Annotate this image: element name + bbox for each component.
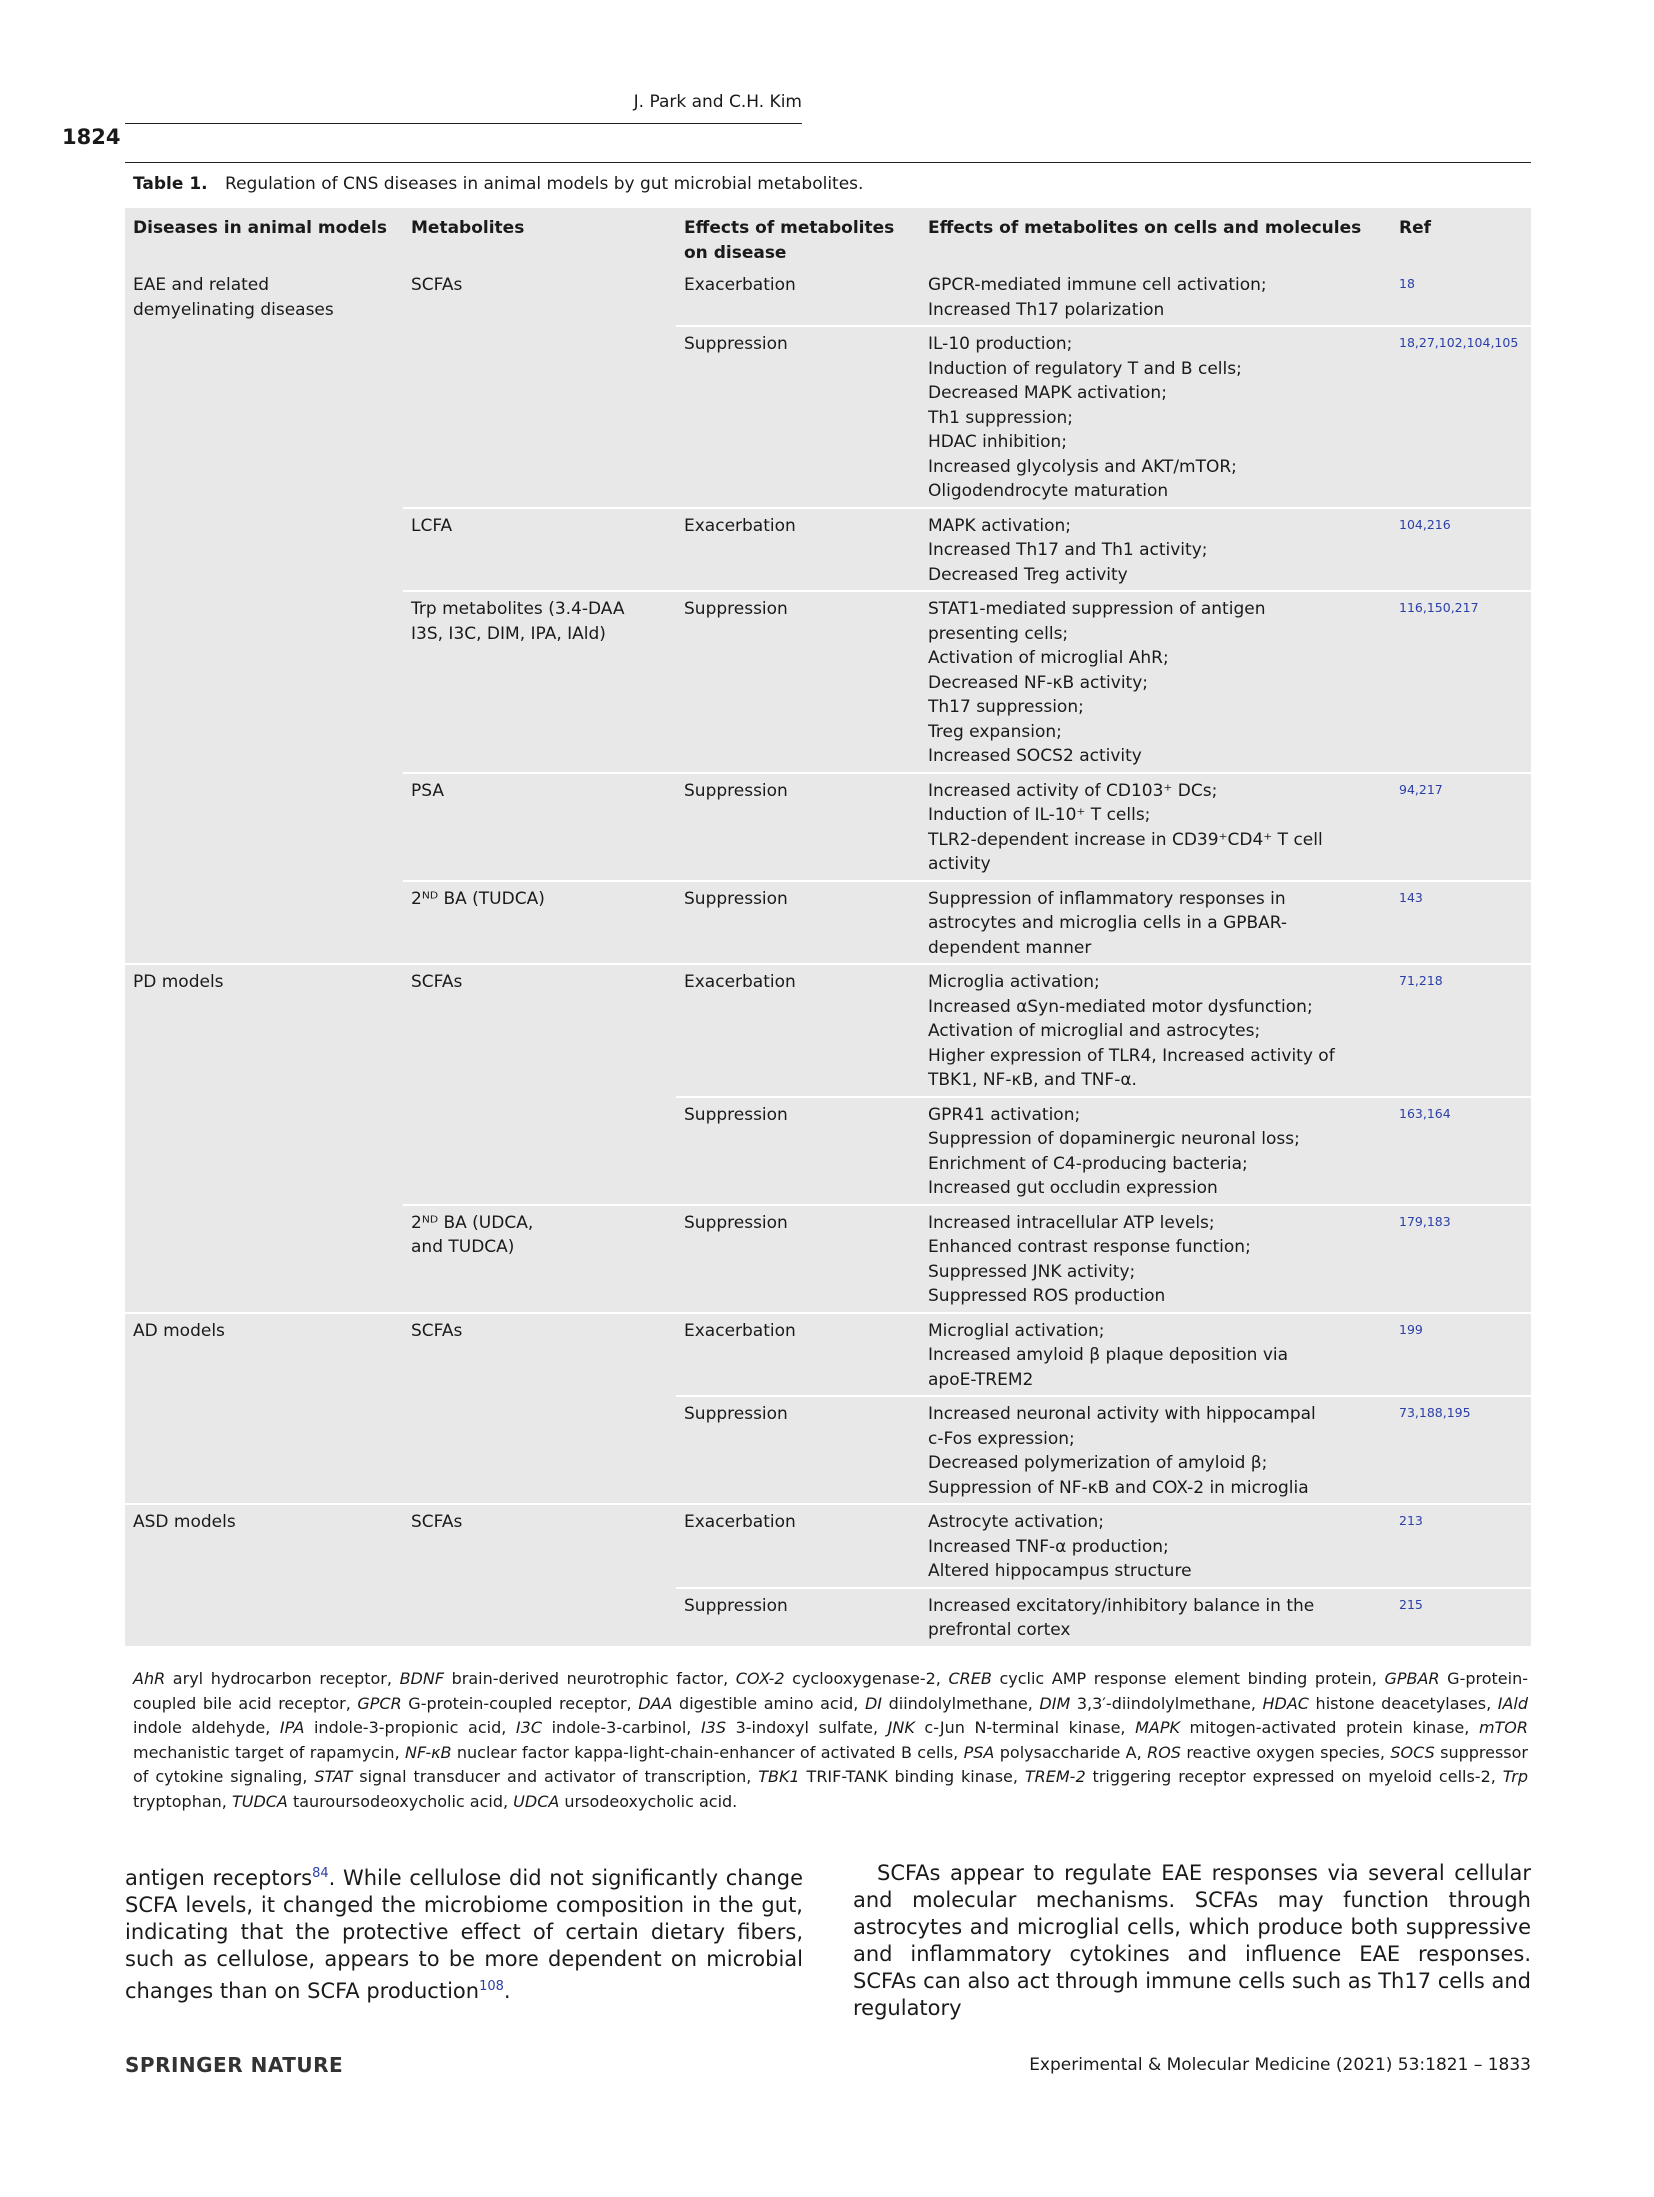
effect-cell: Suppression bbox=[676, 591, 920, 773]
table-caption bbox=[133, 174, 863, 194]
column-header: Diseases in animal models bbox=[133, 218, 387, 238]
body-text: . bbox=[503, 1979, 511, 2003]
abbreviation-definition: indole aldehyde, bbox=[133, 1718, 280, 1737]
abbreviation-definition: brain-derived neurotrophic factor, bbox=[444, 1669, 736, 1688]
metabolite-cell: SCFAs bbox=[403, 1504, 676, 1646]
effect-cell: Suppression bbox=[676, 326, 920, 508]
abbreviation-definition: tauroursodeoxycholic acid, bbox=[287, 1791, 514, 1811]
metabolite-cell: SCFAs bbox=[411, 275, 463, 295]
ref-link[interactable]: 199 bbox=[1391, 1313, 1531, 1397]
ref-link[interactable]: 215 bbox=[1391, 1588, 1531, 1646]
abbreviation-term: I3S bbox=[700, 1718, 726, 1737]
detail-cell: GPR41 activation; Suppression of dopaminergic neuronal loss; Enrichment of C4-producing bacteria; Increased gut occludin expression bbox=[920, 1097, 1391, 1205]
metabolite-cell: SCFAs bbox=[403, 1313, 676, 1505]
detail-cell: Microglia activation; Increased αSyn-mediated motor dysfunction; Activation of microglial and astrocytes; Higher expression of TLR4, Increased activity of TBK1, NF-κB, and TNF-α. bbox=[920, 964, 1391, 1097]
abbreviation-definition: G-protein-coupled receptor, bbox=[401, 1693, 639, 1713]
abbreviation-definition: signal transducer and activator of transcription, bbox=[352, 1767, 759, 1786]
disease-cell: PD models bbox=[125, 964, 403, 1313]
abbreviation-definition: c-Jun N-terminal kinase, bbox=[914, 1718, 1136, 1737]
publisher-logo: SPRINGER NATURE bbox=[125, 2053, 344, 2077]
disease-cell: ASD models bbox=[125, 1504, 403, 1646]
metabolite-cell: LCFA bbox=[403, 508, 676, 592]
journal-citation: Experimental & Molecular Medicine (2021) 53:1821 – 1833 bbox=[1029, 2055, 1531, 2075]
abbreviation-definition: 3-indoxyl sulfate, bbox=[726, 1718, 888, 1737]
detail-cell: GPCR-mediated immune cell activation; Increased Th17 polarization bbox=[928, 275, 1267, 320]
abbreviation-term: ROS bbox=[1147, 1742, 1181, 1762]
column-header: Metabolites bbox=[411, 218, 525, 238]
detail-cell: Astrocyte activation; Increased TNF-α production; Altered hippocampus structure bbox=[920, 1504, 1391, 1588]
body-text-left-column bbox=[125, 1860, 803, 2005]
abbreviation-term: STAT bbox=[314, 1767, 353, 1786]
table-header-row bbox=[125, 208, 1531, 268]
detail-cell: Increased activity of CD103⁺ DCs; Induction of IL-10⁺ T cells; TLR2-dependent increase in CD39⁺CD4⁺ T cell activity bbox=[920, 773, 1391, 881]
abbreviation-term: AhR bbox=[133, 1669, 166, 1688]
abbreviation-definition: indole-3-propionic acid, bbox=[304, 1718, 516, 1737]
detail-cell: IL-10 production; Induction of regulatory T and B cells; Decreased MAPK activation; Th1 suppression; HDAC inhibition; Increased glycolysis and AKT/mTOR; Oligodendrocyte maturation bbox=[920, 326, 1391, 508]
abbreviation-term: UDCA bbox=[513, 1791, 560, 1811]
abbreviation-definition: mitogen-activated protein kinase, bbox=[1179, 1718, 1479, 1737]
ref-link[interactable]: 163,164 bbox=[1391, 1097, 1531, 1205]
abbreviation-definition: cyclic AMP response element binding protein, bbox=[991, 1669, 1385, 1688]
abbreviation-definition: 3,3′-diindolylmethane, bbox=[1070, 1693, 1263, 1713]
abbreviation-term: DIM bbox=[1039, 1693, 1071, 1713]
abbreviation-definition: nuclear factor kappa-light-chain-enhancer of activated B cells, bbox=[451, 1742, 964, 1762]
detail-cell: MAPK activation; Increased Th17 and Th1 activity; Decreased Treg activity bbox=[920, 508, 1391, 592]
body-text: . While cellulose did not significantly change SCFA levels, it changed the microbiome composition in the gut, indicating that the protective effect of certain dietary fibers, such as cellulose, appears to be more dependent on microbial changes than on SCFA production bbox=[125, 1866, 804, 2003]
ref-link[interactable]: 18,27,102,104,105 bbox=[1391, 326, 1531, 508]
abbreviation-definition: suppressor of cytokine signaling, bbox=[133, 1742, 1529, 1786]
abbreviation-definition: digestible amino acid, bbox=[672, 1693, 865, 1713]
disease-cell: AD models bbox=[125, 1313, 403, 1505]
table-label: Table 1. bbox=[133, 174, 208, 194]
table-caption-text: Regulation of CNS diseases in animal models by gut microbial metabolites. bbox=[225, 174, 864, 194]
ref-link[interactable]: 18 bbox=[1399, 276, 1415, 291]
table-row bbox=[125, 1313, 1531, 1397]
ref-link[interactable]: 116,150,217 bbox=[1391, 591, 1531, 773]
ref-link[interactable]: 213 bbox=[1391, 1504, 1531, 1588]
ref-link[interactable]: 94,217 bbox=[1391, 773, 1531, 881]
abbreviation-term: GPCR bbox=[357, 1693, 402, 1713]
column-header: Effects of metabolites on disease bbox=[684, 218, 895, 263]
abbreviation-term: BDNF bbox=[399, 1669, 445, 1688]
abbreviation-term: CREB bbox=[948, 1669, 992, 1688]
ref-link[interactable]: 71,218 bbox=[1391, 964, 1531, 1097]
body-text: antigen receptors bbox=[125, 1866, 313, 1890]
abbreviation-term: GPBAR bbox=[1384, 1669, 1440, 1688]
abbreviation-definition: histone deacetylases, bbox=[1308, 1693, 1498, 1713]
abbreviation-footnote bbox=[133, 1667, 1528, 1814]
detail-cell: STAT1-mediated suppression of antigen presenting cells; Activation of microglial AhR; Decreased NF-κB activity; Th17 suppression; Treg expansion; Increased SOCS2 activity bbox=[920, 591, 1391, 773]
abbreviation-definition: reactive oxygen species, bbox=[1180, 1742, 1391, 1762]
abbreviation-definition: tryptophan, bbox=[133, 1791, 232, 1811]
effect-cell: Suppression bbox=[676, 773, 920, 881]
abbreviation-definition: polysaccharide A, bbox=[994, 1742, 1148, 1762]
metabolite-cell: 2ᴺᴰ BA (TUDCA) bbox=[403, 881, 676, 965]
citation-link[interactable]: 84 bbox=[312, 1866, 329, 1881]
effect-cell: Exacerbation bbox=[676, 964, 920, 1097]
abbreviation-term: HDAC bbox=[1262, 1693, 1309, 1713]
page-rule bbox=[125, 162, 1531, 163]
ref-link[interactable]: 179,183 bbox=[1391, 1205, 1531, 1313]
table-row bbox=[125, 268, 1531, 326]
citation-link[interactable]: 108 bbox=[479, 1979, 504, 1994]
effect-cell: Exacerbation bbox=[676, 1313, 920, 1397]
metabolite-cell: 2ᴺᴰ BA (UDCA, and TUDCA) bbox=[403, 1205, 676, 1313]
abbreviation-term: TUDCA bbox=[231, 1791, 288, 1811]
ref-link[interactable]: 143 bbox=[1391, 881, 1531, 965]
abbreviation-definition: TRIF-TANK binding kinase, bbox=[799, 1767, 1025, 1786]
abbreviation-term: TBK1 bbox=[758, 1767, 800, 1786]
detail-cell: Increased neuronal activity with hippocampal c-Fos expression; Decreased polymerization of amyloid β; Suppression of NF-κB and COX-2 in microglia bbox=[920, 1396, 1391, 1504]
effect-cell: Suppression bbox=[676, 1205, 920, 1313]
table-row bbox=[125, 1504, 1531, 1588]
abbreviation-term: NF-κB bbox=[405, 1742, 452, 1762]
detail-cell: Suppression of inflammatory responses in astrocytes and microglia cells in a GPBAR- dependent manner bbox=[920, 881, 1391, 965]
page-number: 1824 bbox=[62, 125, 121, 149]
abbreviation-definition: indole-3-carbinol, bbox=[542, 1718, 701, 1737]
running-head-rule bbox=[125, 123, 802, 124]
abbreviation-term: JNK bbox=[887, 1718, 915, 1737]
table-container bbox=[125, 208, 1531, 1646]
column-header: Effects of metabolites on cells and molecules bbox=[928, 218, 1362, 238]
running-head: J. Park and C.H. Kim bbox=[633, 92, 802, 112]
metabolite-cell: Trp metabolites (3.4-DAA I3S, I3C, DIM, IPA, IAld) bbox=[403, 591, 676, 773]
effect-cell: Suppression bbox=[676, 1588, 920, 1646]
abbreviation-term: I3C bbox=[515, 1718, 542, 1737]
table-row bbox=[125, 964, 1531, 1097]
abbreviation-definition: ursodeoxycholic acid. bbox=[559, 1791, 738, 1811]
detail-cell: Increased intracellular ATP levels; Enhanced contrast response function; Suppressed JNK activity; Suppressed ROS production bbox=[920, 1205, 1391, 1313]
abbreviation-definition: diindolylmethane, bbox=[882, 1693, 1040, 1713]
abbreviation-term: Trp bbox=[1502, 1767, 1528, 1786]
abbreviation-definition: triggering receptor expressed on myeloid cells-2, bbox=[1085, 1767, 1503, 1786]
effect-cell: Exacerbation bbox=[676, 508, 920, 592]
abbreviation-term: DI bbox=[864, 1693, 883, 1713]
abbreviation-term: TREM-2 bbox=[1024, 1767, 1086, 1786]
body-text-right-column: SCFAs appear to regulate EAE responses via several cellular and molecular mechanisms. SCFAs may function through astrocytes and microglial cells, which produce both suppressive and inflammatory cytokines and influence EAE responses. SCFAs can also act through immune cells such as Th17 cells and regulatory bbox=[853, 1861, 1531, 2020]
effect-cell: Suppression bbox=[676, 881, 920, 965]
effect-cell: Suppression bbox=[676, 1396, 920, 1504]
detail-cell: Microglial activation; Increased amyloid β plaque deposition via apoE-TREM2 bbox=[920, 1313, 1391, 1397]
abbreviation-term: mTOR bbox=[1478, 1718, 1529, 1737]
abbreviation-term: MAPK bbox=[1135, 1718, 1180, 1737]
abbreviation-term: PSA bbox=[963, 1742, 995, 1762]
effect-cell: Exacerbation bbox=[676, 1504, 920, 1588]
detail-cell: Increased excitatory/inhibitory balance in the prefrontal cortex bbox=[920, 1588, 1391, 1646]
abbreviation-term: DAA bbox=[638, 1693, 673, 1713]
ref-link[interactable]: 104,216 bbox=[1391, 508, 1531, 592]
effect-cell: Suppression bbox=[676, 1097, 920, 1205]
data-table bbox=[125, 208, 1531, 1646]
abbreviation-term: SOCS bbox=[1390, 1742, 1435, 1762]
effect-cell: Exacerbation bbox=[684, 275, 796, 295]
column-header: Ref bbox=[1399, 218, 1432, 238]
abbreviation-definition: mechanistic target of rapamycin, bbox=[133, 1742, 406, 1762]
abbreviation-definition: cyclooxygenase-2, bbox=[784, 1669, 949, 1688]
disease-cell: EAE and related demyelinating diseases bbox=[133, 275, 334, 320]
abbreviation-term: COX-2 bbox=[735, 1669, 785, 1688]
abbreviation-definition: G-protein-coupled bile acid receptor, bbox=[133, 1669, 1529, 1713]
abbreviation-term: IAld bbox=[1497, 1693, 1529, 1713]
metabolite-cell: PSA bbox=[403, 773, 676, 881]
ref-link[interactable]: 73,188,195 bbox=[1391, 1396, 1531, 1504]
metabolite-cell: SCFAs bbox=[403, 964, 676, 1205]
abbreviation-definition: aryl hydrocarbon receptor, bbox=[165, 1669, 400, 1688]
abbreviation-term: IPA bbox=[279, 1718, 305, 1737]
